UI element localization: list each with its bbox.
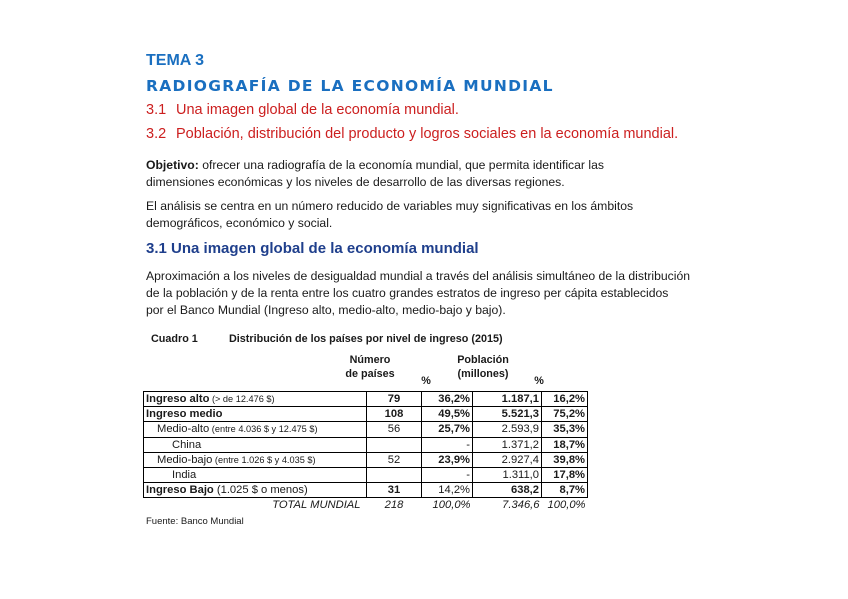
row-pct: 49,5% (422, 407, 473, 422)
cuadro-title: Distribución de los países por nivel de ingreso (2015) (229, 333, 503, 345)
header-pct: % (421, 375, 431, 387)
row-pct: - (422, 437, 473, 452)
row-label: Medio-alto (entre 4.036 $ y 12.475 $) (144, 422, 367, 437)
row-population: 1.187,1 (473, 392, 542, 407)
row-pct2: 8,7% (542, 483, 588, 498)
row-pct2: 75,2% (542, 407, 588, 422)
row-pct2: 35,3% (542, 422, 588, 437)
table-total-row (144, 498, 588, 513)
row-population: 2.927,4 (473, 452, 542, 467)
section-3-1 (146, 102, 459, 118)
row-population: 638,2 (473, 483, 542, 498)
row-population: 1.371,2 (473, 437, 542, 452)
row-count (367, 437, 422, 452)
total-population: 7.346,6 (502, 499, 540, 512)
row-count: 108 (367, 407, 422, 422)
table-row (144, 392, 588, 407)
row-label: Ingreso Bajo (1.025 $ o menos) (144, 483, 367, 498)
total-count: 218 (384, 499, 404, 512)
table-row (144, 407, 588, 422)
header-numero-line-2: de países (345, 368, 395, 380)
analisis-line-1: El análisis se centra en un número reducido de variables muy significativas en los ámbitos (146, 199, 634, 213)
analisis-line-2: demográficos, económico y social. (146, 216, 333, 230)
table-row (144, 483, 588, 498)
row-label: India (144, 467, 367, 482)
row-label: Ingreso alto (> de 12.476 $) (144, 392, 367, 407)
header-numero (340, 353, 400, 381)
objetivo-line-1: ofrecer una radiografía de la economía mundial, que permita identificar las (198, 158, 604, 172)
cuadro-label: Cuadro 1 (151, 333, 198, 345)
section-text: Población, distribución del producto y logros sociales en la economía mundial. (176, 126, 679, 142)
section-number: 3.1 (146, 102, 167, 118)
header-numero-line-1: Número (349, 354, 391, 366)
row-pct: - (422, 467, 473, 482)
total-label: TOTAL MUNDIAL (272, 499, 361, 512)
row-count (367, 467, 422, 482)
row-label: Medio-bajo (entre 1.026 $ y 4.035 $) (144, 452, 367, 467)
row-population: 2.593,9 (473, 422, 542, 437)
section-text: Una imagen global de la economía mundial. (176, 102, 459, 118)
aproximacion-line-3: por el Banco Mundial (Ingreso alto, medio-alto, medio-bajo y bajo). (146, 303, 506, 317)
row-count: 79 (367, 392, 422, 407)
total-pct2: 100,0% (547, 499, 586, 512)
row-count: 56 (367, 422, 422, 437)
row-population: 5.521,3 (473, 407, 542, 422)
row-population: 1.311,0 (473, 467, 542, 482)
tema-label: TEMA 3 (146, 52, 205, 69)
section-number: 3.2 (146, 126, 167, 142)
header-pct2: % (534, 375, 544, 387)
main-title: RADIOGRAFÍA DE LA ECONOMÍA MUNDIAL (146, 77, 554, 95)
total-pct: 100,0% (432, 499, 471, 512)
source-note: Fuente: Banco Mundial (146, 516, 244, 527)
table-row (144, 437, 588, 452)
objetivo-label: Objetivo: (146, 158, 199, 172)
header-poblacion-line-1: Población (457, 354, 509, 366)
income-table (143, 391, 588, 513)
section-3-2 (146, 126, 678, 142)
row-pct: 25,7% (422, 422, 473, 437)
header-poblacion-line-2: (millones) (457, 368, 509, 380)
header-poblacion (448, 353, 518, 381)
table-row (144, 467, 588, 482)
aproximacion-paragraph (146, 268, 690, 319)
row-pct2: 18,7% (542, 437, 588, 452)
row-label: China (144, 437, 367, 452)
objetivo-paragraph (146, 157, 604, 191)
section-heading-3-1: 3.1 Una imagen global de la economía mundial (146, 240, 479, 257)
objetivo-line-2: dimensiones económicas y los niveles de desarrollo de las diversas regiones. (146, 175, 565, 189)
aproximacion-line-2: de la población y de la renta entre los cuatro grandes estratos de ingreso per cápita establecidos (146, 286, 669, 300)
row-count: 52 (367, 452, 422, 467)
row-label: Ingreso medio (144, 407, 367, 422)
row-pct: 36,2% (422, 392, 473, 407)
row-pct: 14,2% (422, 483, 473, 498)
analisis-paragraph (146, 198, 633, 232)
row-pct2: 16,2% (542, 392, 588, 407)
aproximacion-line-1: Aproximación a los niveles de desigualdad mundial a través del análisis simultáneo de la distribución (146, 269, 691, 283)
table-row (144, 422, 588, 437)
row-pct2: 17,8% (542, 467, 588, 482)
row-count: 31 (367, 483, 422, 498)
table-row (144, 452, 588, 467)
row-pct: 23,9% (422, 452, 473, 467)
row-pct2: 39,8% (542, 452, 588, 467)
